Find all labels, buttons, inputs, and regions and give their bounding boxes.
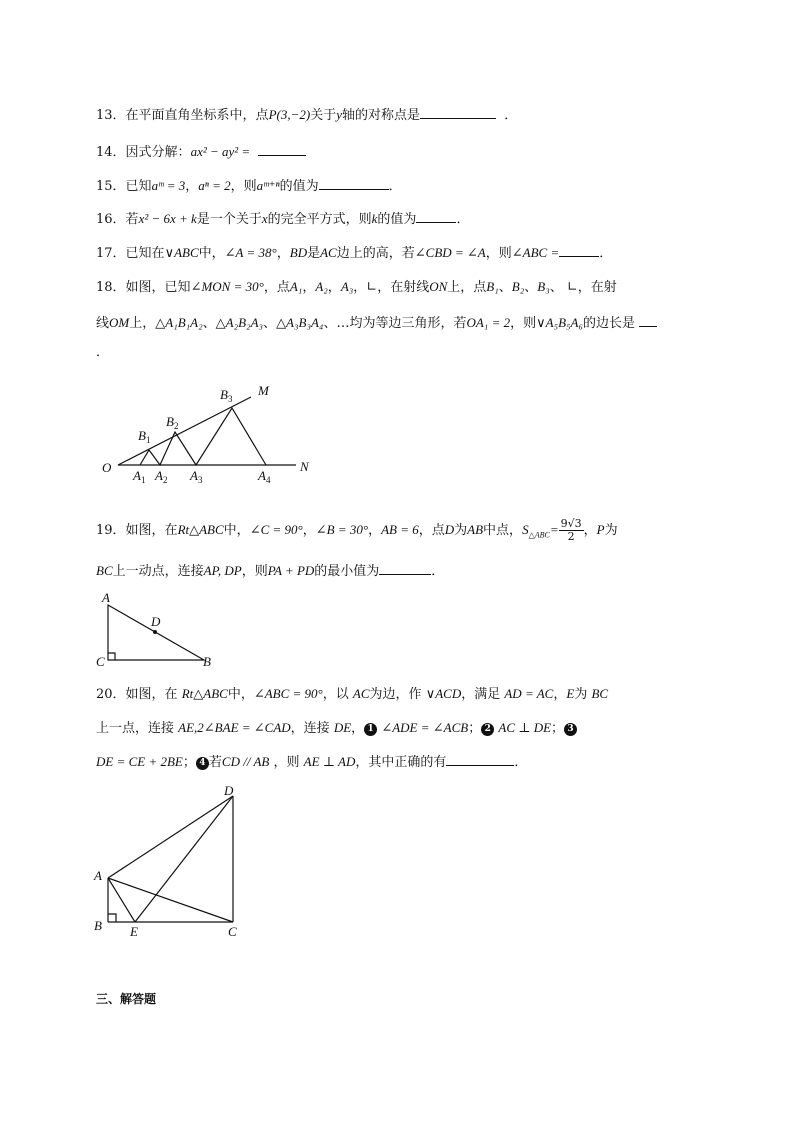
label-C: C	[228, 924, 237, 939]
label-B: B	[94, 918, 102, 933]
question-18-line-2: 线OM上，△A₁B₁A₂、△A₂B₂A₃、△A₃B₃A₄、…均为等边三角形，若OA₁ = 2，则∨A₅B₅A₆的边长是	[96, 314, 657, 333]
circled-2-icon: 2	[481, 723, 494, 736]
label-N: N	[300, 459, 309, 474]
label-A1: $A_1$	[133, 468, 146, 485]
q13-number: 13．	[96, 108, 126, 123]
circled-4-icon: 4	[196, 757, 209, 770]
q18-answer-blank[interactable]	[639, 314, 657, 327]
q13-answer-blank[interactable]	[420, 106, 496, 119]
label-A3: $A_3$	[190, 468, 203, 485]
q15-answer-blank[interactable]	[319, 177, 389, 190]
q14-expression: ax² − ay² =	[190, 144, 251, 159]
label-B2: $B_2$	[166, 414, 179, 431]
q19-answer-blank[interactable]	[379, 562, 431, 575]
q20-answer-blank[interactable]	[446, 753, 514, 766]
point-D	[153, 630, 157, 634]
question-15: 15．已知aᵐ = 3，aⁿ = 2，则aᵐ⁺ⁿ的值为 ．	[96, 178, 402, 194]
circled-1-icon: 1	[364, 723, 377, 736]
q17-answer-blank[interactable]	[559, 244, 599, 257]
label-A2: $A_2$	[155, 468, 168, 485]
question-19-line-2: BC上一动点，连接AP, DP，则PA + PD的最小值为 ．	[96, 563, 445, 579]
label-B1: $B_1$	[138, 428, 151, 445]
label-A: A	[102, 590, 110, 605]
question-13: 13．在平面直角坐标系中，点P(3,−2)关于y轴的对称点是 ．	[96, 107, 518, 123]
q19-figure	[96, 588, 226, 674]
question-16: 16．若x² − 6x + k是一个关于x的完全平方式，则k的值为 ．	[96, 211, 470, 227]
question-14: 14．因式分解：ax² − ay² =	[96, 143, 306, 162]
label-B: B	[203, 654, 211, 669]
question-20-line-3: DE = CE + 2BE； 4 若CD // AB ，则 AE ⊥ AD，其中正确的有 ．	[96, 754, 528, 770]
label-A4: $A_4$	[258, 468, 271, 485]
question-17: 17．已知在∨ABC中，∠A = 38°，BD是AC边上的高，若∠CBD = ∠A，则∠ABC = ．	[96, 245, 613, 261]
question-20-line-2: 上一点，连接 AE,2∠BAE = ∠CAD，连接 DE， 1 ∠ADE = ∠ACB； 2 AC ⊥ DE； 3	[96, 719, 577, 738]
question-19-line-1: 19．如图，在Rt△ABC中，∠C = 90°，∠B = 30°，AB = 6，点D为AB中点，$S_{\triangle ABC}=$ $\frac{9√3}{2}$ ，P为	[96, 517, 618, 543]
q18-figure	[96, 378, 336, 490]
q16-answer-blank[interactable]	[416, 210, 456, 223]
q14-answer-blank[interactable]	[258, 143, 306, 156]
question-18-line-1: 18．如图，已知∠MON = 30°，点A₁，A₂，A₃，∟，在射线ON上，点B₁、B₂、B₃、 ∟，在射	[96, 279, 617, 295]
label-O: O	[102, 460, 112, 475]
q20-figure	[88, 780, 258, 940]
label-M: M	[258, 383, 269, 398]
label-C: C	[96, 654, 105, 669]
label-D: D	[151, 614, 161, 629]
circled-3-icon: 3	[564, 723, 577, 736]
section-heading-answers: 三、解答题	[96, 992, 157, 1006]
label-B3: $B_3$	[220, 387, 233, 404]
q19-area-fraction: $\frac{9√3}{2}$	[560, 517, 582, 543]
label-A: A	[94, 868, 102, 883]
question-20-line-1: 20．如图，在 Rt△ABC中，∠ABC = 90°，以 AC为边，作 ∨ACD，满足 AD = AC，E为 BC	[96, 686, 609, 702]
label-D: D	[224, 783, 234, 798]
q18-end: ．	[96, 345, 110, 360]
q13-point: P(3,−2)	[268, 107, 311, 122]
label-E: E	[130, 924, 138, 939]
